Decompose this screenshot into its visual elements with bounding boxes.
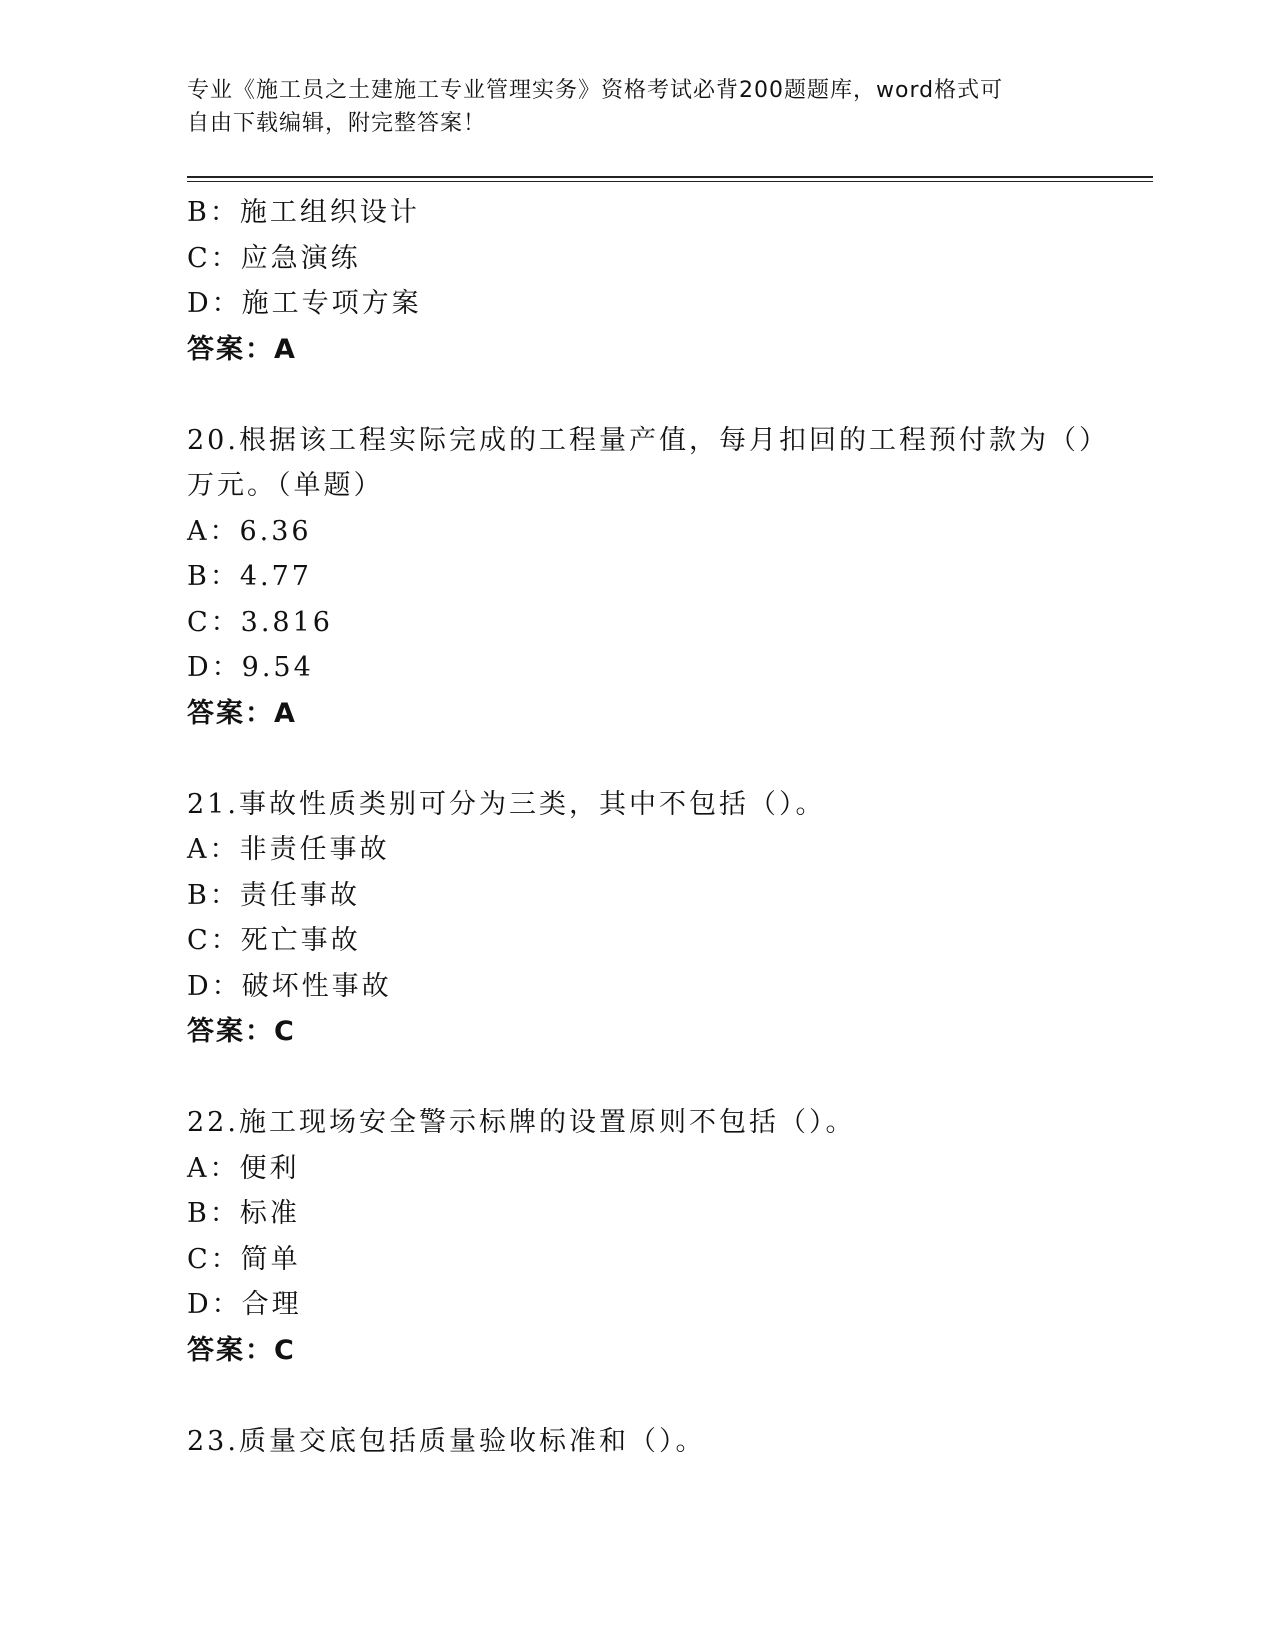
- option-b: B：施工组织设计: [187, 197, 420, 228]
- question-stem: 21.事故性质类别可分为三类，其中不包括（）。: [187, 788, 826, 820]
- option-a: A：6.36: [187, 515, 312, 547]
- header-divider-thick: [187, 176, 1153, 178]
- header-line-2: 自由下载编辑，附完整答案！: [187, 111, 487, 136]
- header-line-1: 专业《施工员之土建施工专业管理实务》资格考试必背200题题库，word格式可: [187, 78, 1004, 103]
- option-c: C：3.816: [187, 606, 333, 638]
- question-stem: 万元。（单题）: [187, 470, 384, 501]
- spacer: [187, 372, 1147, 418]
- question-22: [187, 1100, 1147, 1373]
- option-b: B：标准: [187, 1198, 300, 1229]
- answer: 答案：C: [187, 1016, 296, 1047]
- option-d: D：施工专项方案: [187, 288, 422, 319]
- option-a: A：非责任事故: [187, 834, 390, 865]
- answer: 答案：C: [187, 1334, 296, 1366]
- spacer: [187, 736, 1147, 782]
- question-20: [187, 418, 1147, 737]
- question-stem: 20.根据该工程实际完成的工程量产值，每月扣回的工程预付款为（）: [187, 424, 1109, 456]
- option-c: C：应急演练: [187, 242, 361, 274]
- option-d: D：破坏性事故: [187, 970, 392, 1002]
- question-list: [187, 190, 1147, 1464]
- option-c: C：死亡事故: [187, 925, 361, 956]
- option-d: D：合理: [187, 1289, 302, 1320]
- answer: 答案：A: [187, 333, 297, 365]
- spacer: [187, 1373, 1147, 1419]
- document-header: [187, 74, 1067, 140]
- question-23: [187, 1419, 1147, 1465]
- question-21: [187, 782, 1147, 1055]
- question-stem: 23.质量交底包括质量验收标准和（）。: [187, 1425, 706, 1457]
- spacer: [187, 1055, 1147, 1101]
- option-b: B：责任事故: [187, 879, 360, 911]
- option-d: D：9.54: [187, 652, 314, 683]
- question-stem: 22.施工现场安全警示标牌的设置原则不包括（）。: [187, 1107, 856, 1138]
- option-b: B：4.77: [187, 561, 312, 592]
- answer: 答案：A: [187, 697, 297, 729]
- header-divider-thin: [187, 181, 1153, 182]
- option-a: A：便利: [187, 1152, 300, 1184]
- option-c: C：简单: [187, 1243, 301, 1275]
- question-19-continued: [187, 190, 1147, 372]
